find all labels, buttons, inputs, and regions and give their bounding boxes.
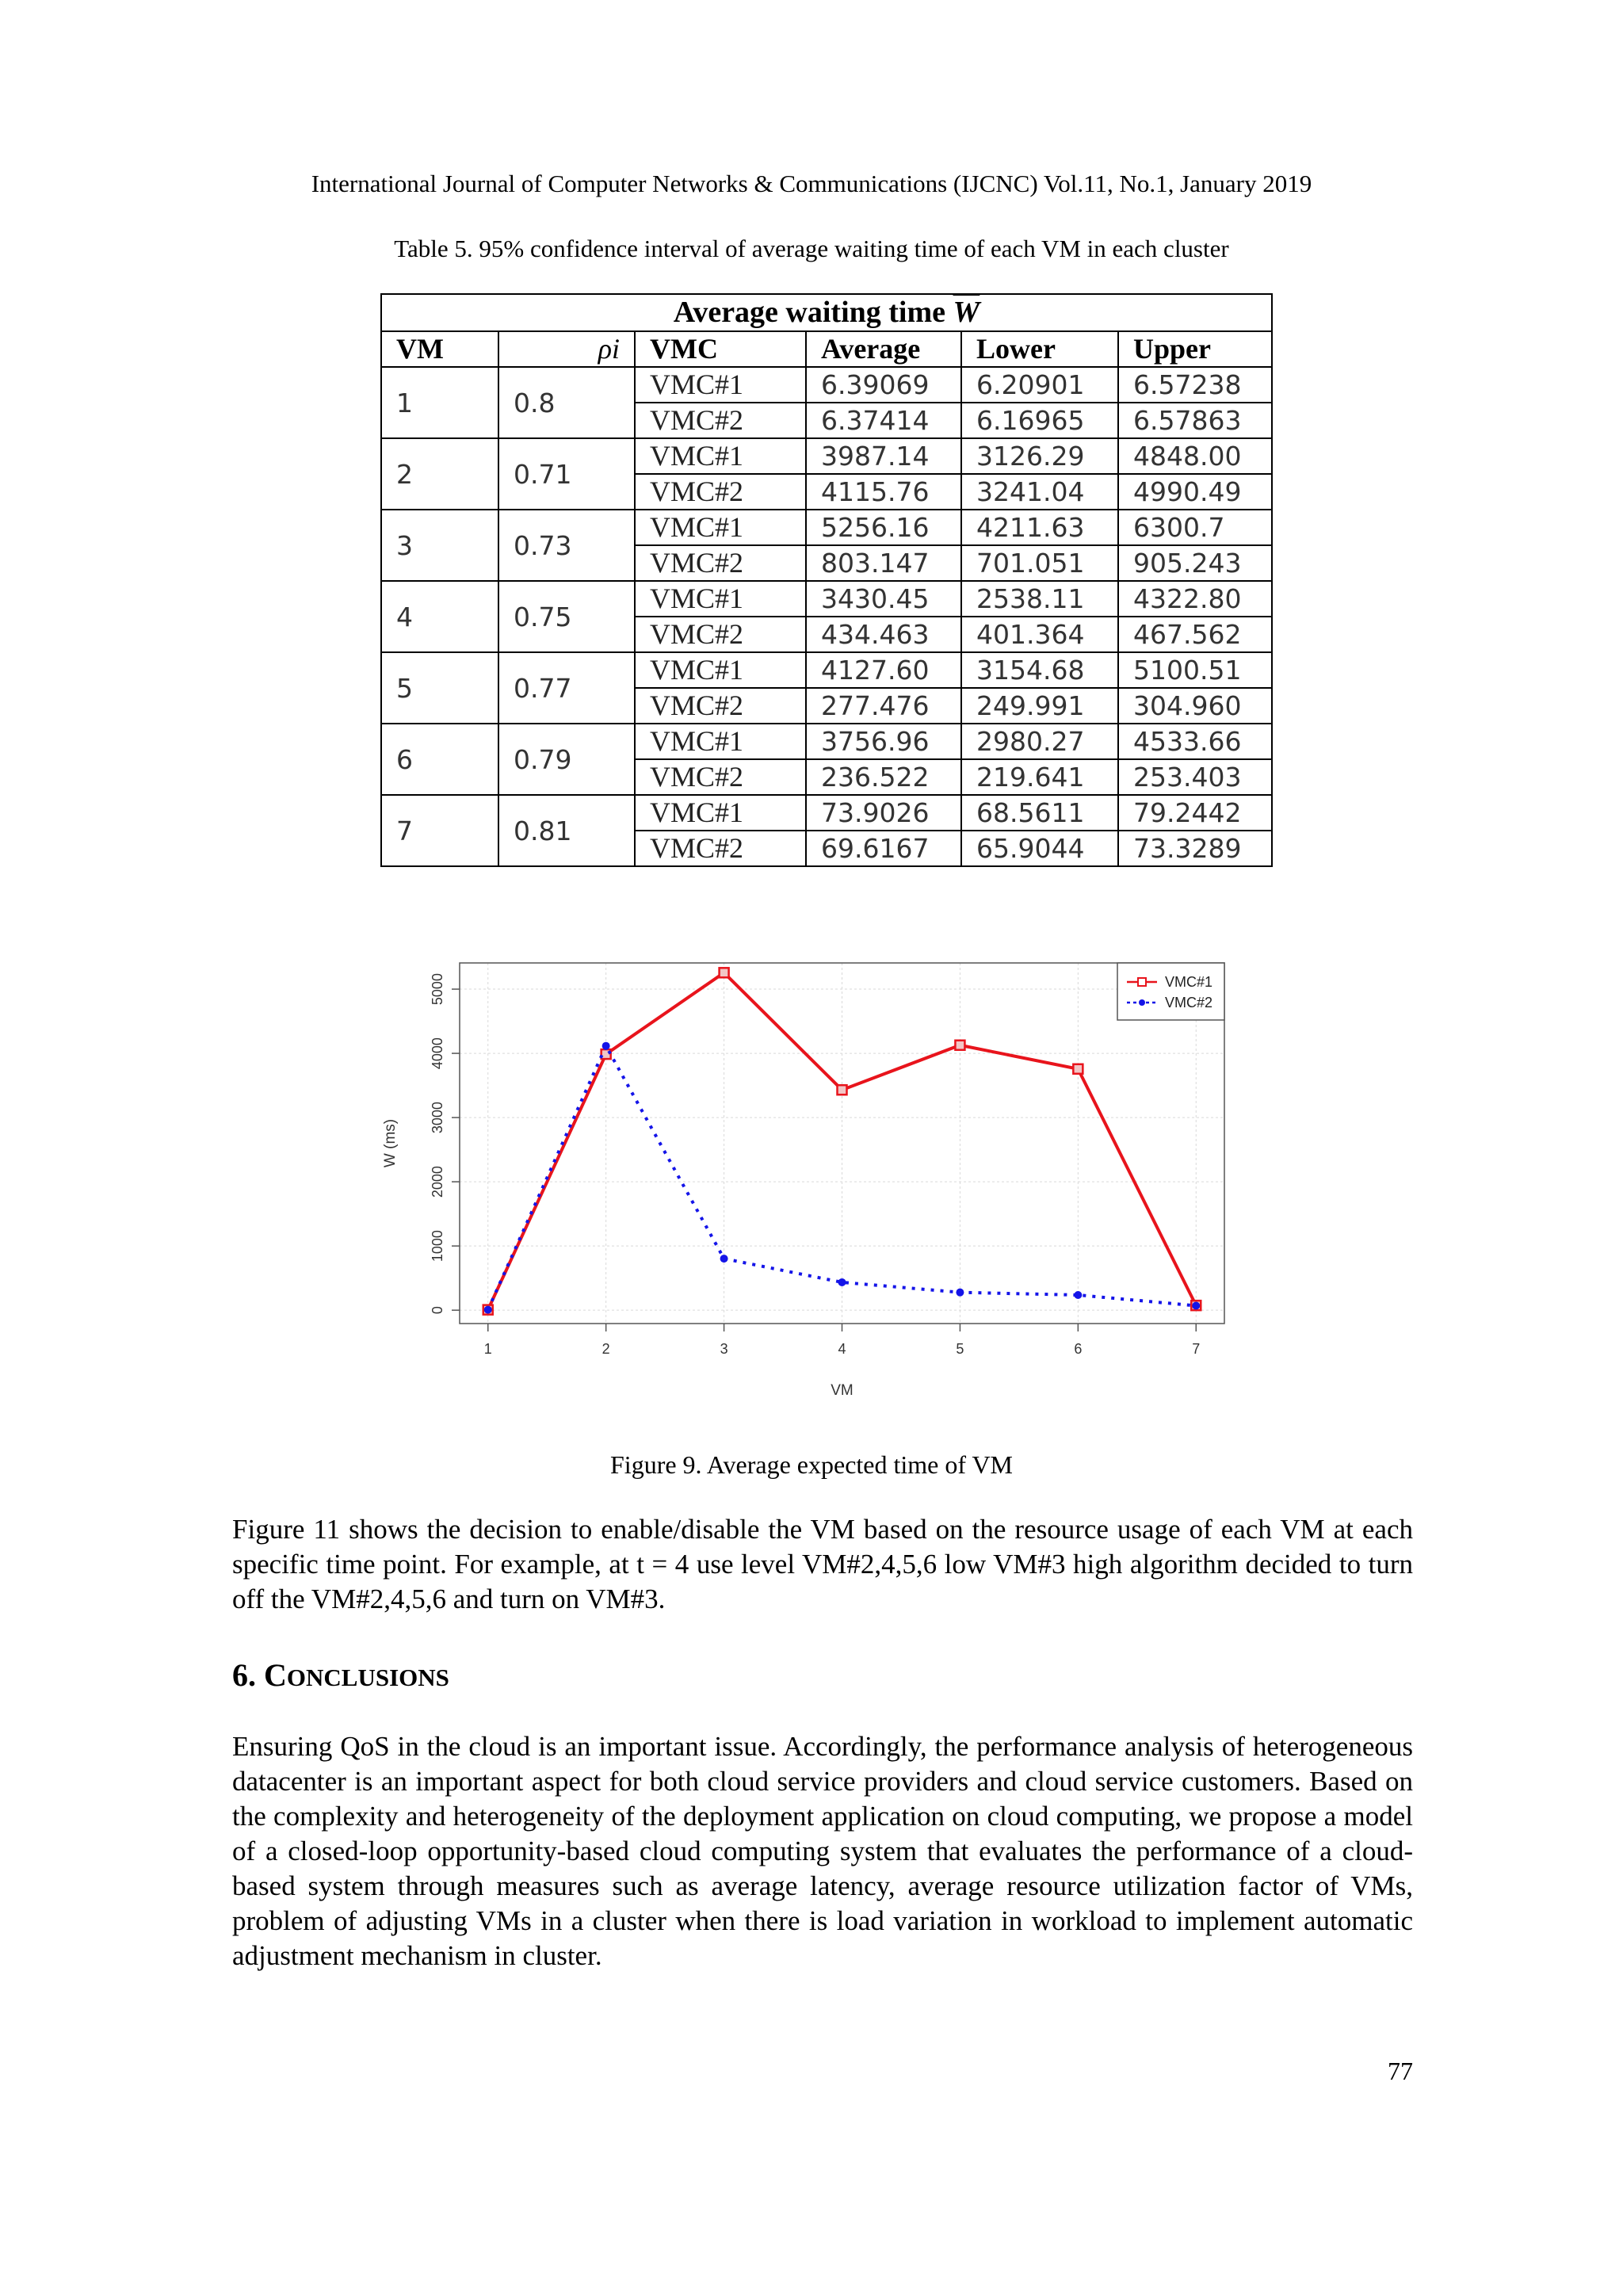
body-paragraph-1: Figure 11 shows the decision to enable/disable the VM based on the resource usage of each VM at each specific time point. For example, at t = 4 use level VM#2,4,5,6 low VM#3 high algorithm decided to turn off the VM#2,4,5,6 and turn on VM#3.: [232, 1514, 1413, 1614]
series-2-point: [602, 1042, 610, 1050]
cell-upper: 4990.49: [1118, 474, 1272, 510]
cell-lower: 4211.63: [961, 510, 1118, 545]
series-2-point: [1074, 1291, 1082, 1299]
x-tick-label: 2: [601, 1341, 610, 1357]
cell-vmc: VMC#1: [635, 438, 806, 474]
table-row: [381, 724, 1272, 759]
x-axis-label: VM: [831, 1382, 854, 1399]
w-bar-symbol: $\overline{W}$: [953, 296, 980, 329]
cell-lower: 6.20901: [961, 367, 1118, 403]
cell-lower: 701.051: [961, 545, 1118, 581]
series-1-point: [955, 1041, 964, 1050]
cell-average: 236.522: [806, 759, 961, 795]
cell-upper: 304.960: [1118, 688, 1272, 724]
cell-upper: 467.562: [1118, 617, 1272, 652]
cell-average: 4115.76: [806, 474, 961, 510]
cell-upper: 6.57238: [1118, 367, 1272, 403]
y-tick-label: 5000: [430, 973, 445, 1006]
series-1-point: [720, 968, 729, 977]
x-tick-label: 1: [483, 1341, 492, 1357]
legend-box: [1117, 963, 1224, 1020]
line-chart: [372, 947, 1260, 1407]
cell-average: 5256.16: [806, 510, 961, 545]
cell-upper: 73.3289: [1118, 831, 1272, 866]
series-2-point: [720, 1255, 728, 1263]
col-header-upper: Upper: [1118, 331, 1272, 367]
cell-average: 3756.96: [806, 724, 961, 759]
cell-lower: 2980.27: [961, 724, 1118, 759]
x-tick-label: 5: [956, 1341, 964, 1357]
x-tick-label: 4: [838, 1341, 846, 1357]
col-header-average: Average: [806, 331, 961, 367]
cell-vmc: VMC#1: [635, 367, 806, 403]
cell-upper: 6.57863: [1118, 403, 1272, 438]
cell-vmc: VMC#2: [635, 545, 806, 581]
col-header-rho: ρi: [498, 331, 635, 367]
x-tick-label: 6: [1074, 1341, 1083, 1357]
legend-marker-1: [1138, 978, 1146, 986]
cell-average: 803.147: [806, 545, 961, 581]
cell-vmc: VMC#2: [635, 688, 806, 724]
cell-rho: 0.77: [498, 652, 635, 724]
legend-label-2: VMC#2: [1165, 995, 1213, 1010]
cell-lower: 68.5611: [961, 795, 1118, 831]
series-2-point: [838, 1278, 846, 1286]
x-tick-label: 3: [720, 1341, 728, 1357]
cell-vm: 3: [381, 510, 498, 581]
cell-upper: 4533.66: [1118, 724, 1272, 759]
section-heading-rest: ONCLUSIONS: [286, 1664, 449, 1691]
cell-lower: 249.991: [961, 688, 1118, 724]
cell-vmc: VMC#2: [635, 403, 806, 438]
cell-average: 69.6167: [806, 831, 961, 866]
y-axis-label: W (ms): [382, 1118, 399, 1168]
cell-average: 6.37414: [806, 403, 961, 438]
cell-vmc: VMC#1: [635, 795, 806, 831]
cell-rho: 0.79: [498, 724, 635, 795]
cell-lower: 401.364: [961, 617, 1118, 652]
table-title: Average waiting time $\overline{W}$: [381, 294, 1272, 331]
running-header: International Journal of Computer Networks & Communications (IJCNC) Vol.11, No.1, January 2019: [311, 170, 1312, 197]
body-paragraph-2: Ensuring QoS in the cloud is an important issue. Accordingly, the performance analysis of heterogeneous datacenter is an important aspect for both cloud service providers and cloud service customers. Based on the complexity and heterogeneity of the deployment application on cloud computing, we propose a model of a closed-loop opportunity-based cloud computing system that evaluates the performance of a cloud-based system through measures such as average latency, average resource utilization factor of VMs, problem of adjusting VMs in a cluster when there is load variation in workload to implement automatic adjustment mechanism in cluster.: [232, 1731, 1413, 1971]
cell-vm: 7: [381, 795, 498, 866]
cell-rho: 0.73: [498, 510, 635, 581]
cell-upper: 4848.00: [1118, 438, 1272, 474]
cell-upper: 79.2442: [1118, 795, 1272, 831]
cell-vmc: VMC#2: [635, 831, 806, 866]
cell-average: 434.463: [806, 617, 961, 652]
cell-lower: 3241.04: [961, 474, 1118, 510]
table-row: [381, 510, 1272, 545]
table-caption: Table 5. 95% confidence interval of average waiting time of each VM in each cluster: [394, 235, 1229, 262]
legend-marker-2: [1139, 999, 1145, 1006]
cell-average: 73.9026: [806, 795, 961, 831]
cell-vmc: VMC#1: [635, 724, 806, 759]
cell-vmc: VMC#1: [635, 510, 806, 545]
cell-average: 3987.14: [806, 438, 961, 474]
cell-rho: 0.8: [498, 367, 635, 438]
waiting-time-table: [380, 293, 1273, 867]
table-row: [381, 581, 1272, 617]
cell-upper: 4322.80: [1118, 581, 1272, 617]
legend-label-1: VMC#1: [1165, 974, 1213, 990]
x-tick-label: 7: [1192, 1341, 1201, 1357]
cell-vm: 2: [381, 438, 498, 510]
cell-vm: 4: [381, 581, 498, 652]
series-2-point: [1192, 1302, 1200, 1310]
series-2-point: [484, 1306, 492, 1314]
cell-rho: 0.81: [498, 795, 635, 866]
cell-lower: 6.16965: [961, 403, 1118, 438]
section-heading-number: 6. C: [232, 1657, 287, 1693]
cell-rho: 0.71: [498, 438, 635, 510]
y-tick-label: 4000: [430, 1037, 445, 1070]
cell-vmc: VMC#2: [635, 617, 806, 652]
cell-lower: 219.641: [961, 759, 1118, 795]
col-header-lower: Lower: [961, 331, 1118, 367]
cell-lower: 3154.68: [961, 652, 1118, 688]
table-row: [381, 367, 1272, 403]
cell-rho: 0.75: [498, 581, 635, 652]
table-row: [381, 795, 1272, 831]
cell-lower: 3126.29: [961, 438, 1118, 474]
y-tick-label: 3000: [430, 1102, 445, 1134]
cell-upper: 905.243: [1118, 545, 1272, 581]
cell-upper: 6300.7: [1118, 510, 1272, 545]
series-2-point: [956, 1289, 964, 1297]
cell-vmc: VMC#1: [635, 581, 806, 617]
cell-lower: 65.9044: [961, 831, 1118, 866]
series-1-point: [838, 1085, 847, 1095]
cell-average: 277.476: [806, 688, 961, 724]
table-body: [381, 367, 1272, 866]
cell-vmc: VMC#1: [635, 652, 806, 688]
cell-lower: 2538.11: [961, 581, 1118, 617]
section-heading: [232, 1656, 449, 1694]
table-row: [381, 652, 1272, 688]
cell-upper: 5100.51: [1118, 652, 1272, 688]
table-row: [381, 438, 1272, 474]
results-table: [380, 293, 1271, 867]
cell-vm: 6: [381, 724, 498, 795]
y-tick-label: 1000: [430, 1230, 445, 1263]
cell-vmc: VMC#2: [635, 759, 806, 795]
y-tick-label: 0: [430, 1306, 445, 1315]
col-header-vm: VM: [381, 331, 498, 367]
cell-vmc: VMC#2: [635, 474, 806, 510]
cell-average: 3430.45: [806, 581, 961, 617]
figure-caption: Figure 9. Average expected time of VM: [610, 1450, 1013, 1479]
cell-vm: 1: [381, 367, 498, 438]
page-number: 77: [1388, 2057, 1413, 2085]
chart-svg: [372, 947, 1260, 1407]
series-1-point: [1073, 1064, 1083, 1074]
cell-vm: 5: [381, 652, 498, 724]
y-tick-label: 2000: [430, 1166, 445, 1198]
cell-average: 6.39069: [806, 367, 961, 403]
cell-average: 4127.60: [806, 652, 961, 688]
cell-upper: 253.403: [1118, 759, 1272, 795]
col-header-vmc: VMC: [635, 331, 806, 367]
